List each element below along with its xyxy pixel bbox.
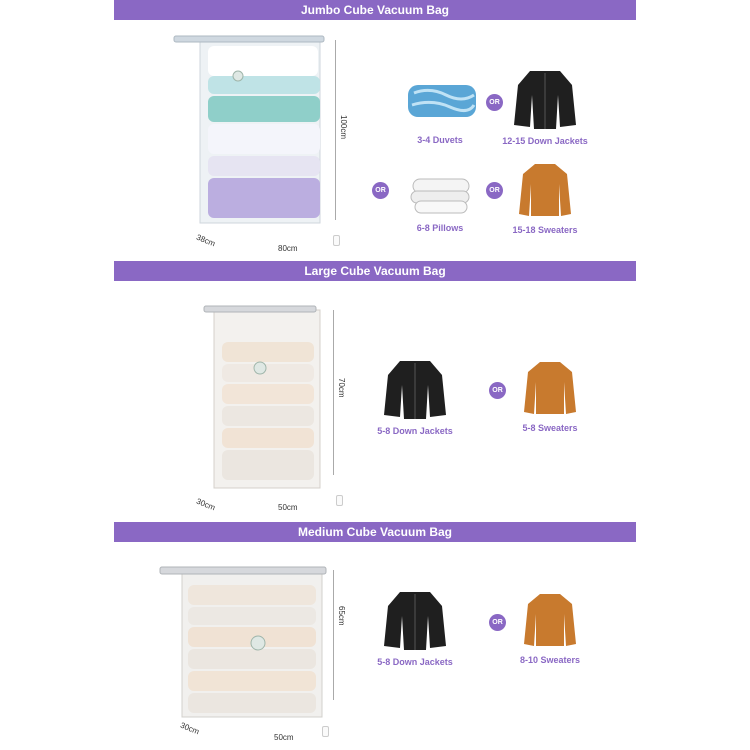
capacity-item xyxy=(370,355,460,436)
height-line xyxy=(333,570,334,700)
vacuum-bag-jumbo xyxy=(170,30,330,230)
item-caption: 5-8 Sweaters xyxy=(522,423,578,433)
or-badge: OR xyxy=(489,382,506,399)
or-badge: OR xyxy=(489,614,506,631)
depth-label: 38cm xyxy=(195,232,217,249)
dimension-marker xyxy=(322,726,329,737)
capacity-item xyxy=(505,590,595,665)
sweater-icon xyxy=(515,160,575,220)
section-banner xyxy=(114,261,636,281)
section-title: Medium Cube Vacuum Bag xyxy=(297,525,453,539)
width-label: 50cm xyxy=(274,733,294,742)
item-caption: 15-18 Sweaters xyxy=(512,225,578,235)
section-banner xyxy=(114,0,636,20)
section-banner xyxy=(114,522,636,542)
dimension-marker xyxy=(333,235,340,246)
section-title: Jumbo Cube Vacuum Bag xyxy=(300,3,450,17)
height-label: 65cm xyxy=(337,606,346,626)
or-badge: OR xyxy=(486,94,503,111)
down-jacket-icon xyxy=(510,65,580,131)
duvet-icon xyxy=(400,75,480,130)
height-line xyxy=(333,310,334,475)
section-title: Large Cube Vacuum Bag xyxy=(304,264,446,278)
capacity-item xyxy=(395,173,485,233)
capacity-item xyxy=(370,586,460,667)
item-caption: 12-15 Down Jackets xyxy=(502,136,588,146)
height-label: 100cm xyxy=(339,115,348,140)
item-caption: 6-8 Pillows xyxy=(416,223,464,233)
height-label: 70cm xyxy=(337,378,346,398)
width-label: 80cm xyxy=(278,244,298,253)
sweater-icon xyxy=(520,358,580,418)
capacity-item xyxy=(505,358,595,433)
width-label: 50cm xyxy=(278,503,298,512)
capacity-item xyxy=(500,160,590,235)
item-caption: 8-10 Sweaters xyxy=(519,655,581,665)
or-badge: OR xyxy=(372,182,389,199)
capacity-item xyxy=(395,75,485,145)
item-caption: 5-8 Down Jackets xyxy=(377,426,453,436)
pillow-icon xyxy=(405,173,475,218)
capacity-item xyxy=(500,65,590,146)
vacuum-bag-medium xyxy=(158,563,328,723)
depth-label: 30cm xyxy=(179,720,201,737)
or-badge: OR xyxy=(486,182,503,199)
height-line xyxy=(335,40,336,220)
depth-label: 30cm xyxy=(195,496,217,513)
vacuum-bag-large xyxy=(200,302,325,492)
sweater-icon xyxy=(520,590,580,650)
down-jacket-icon xyxy=(380,586,450,652)
item-caption: 3-4 Duvets xyxy=(417,135,463,145)
item-caption: 5-8 Down Jackets xyxy=(377,657,453,667)
down-jacket-icon xyxy=(380,355,450,421)
dimension-marker xyxy=(336,495,343,506)
